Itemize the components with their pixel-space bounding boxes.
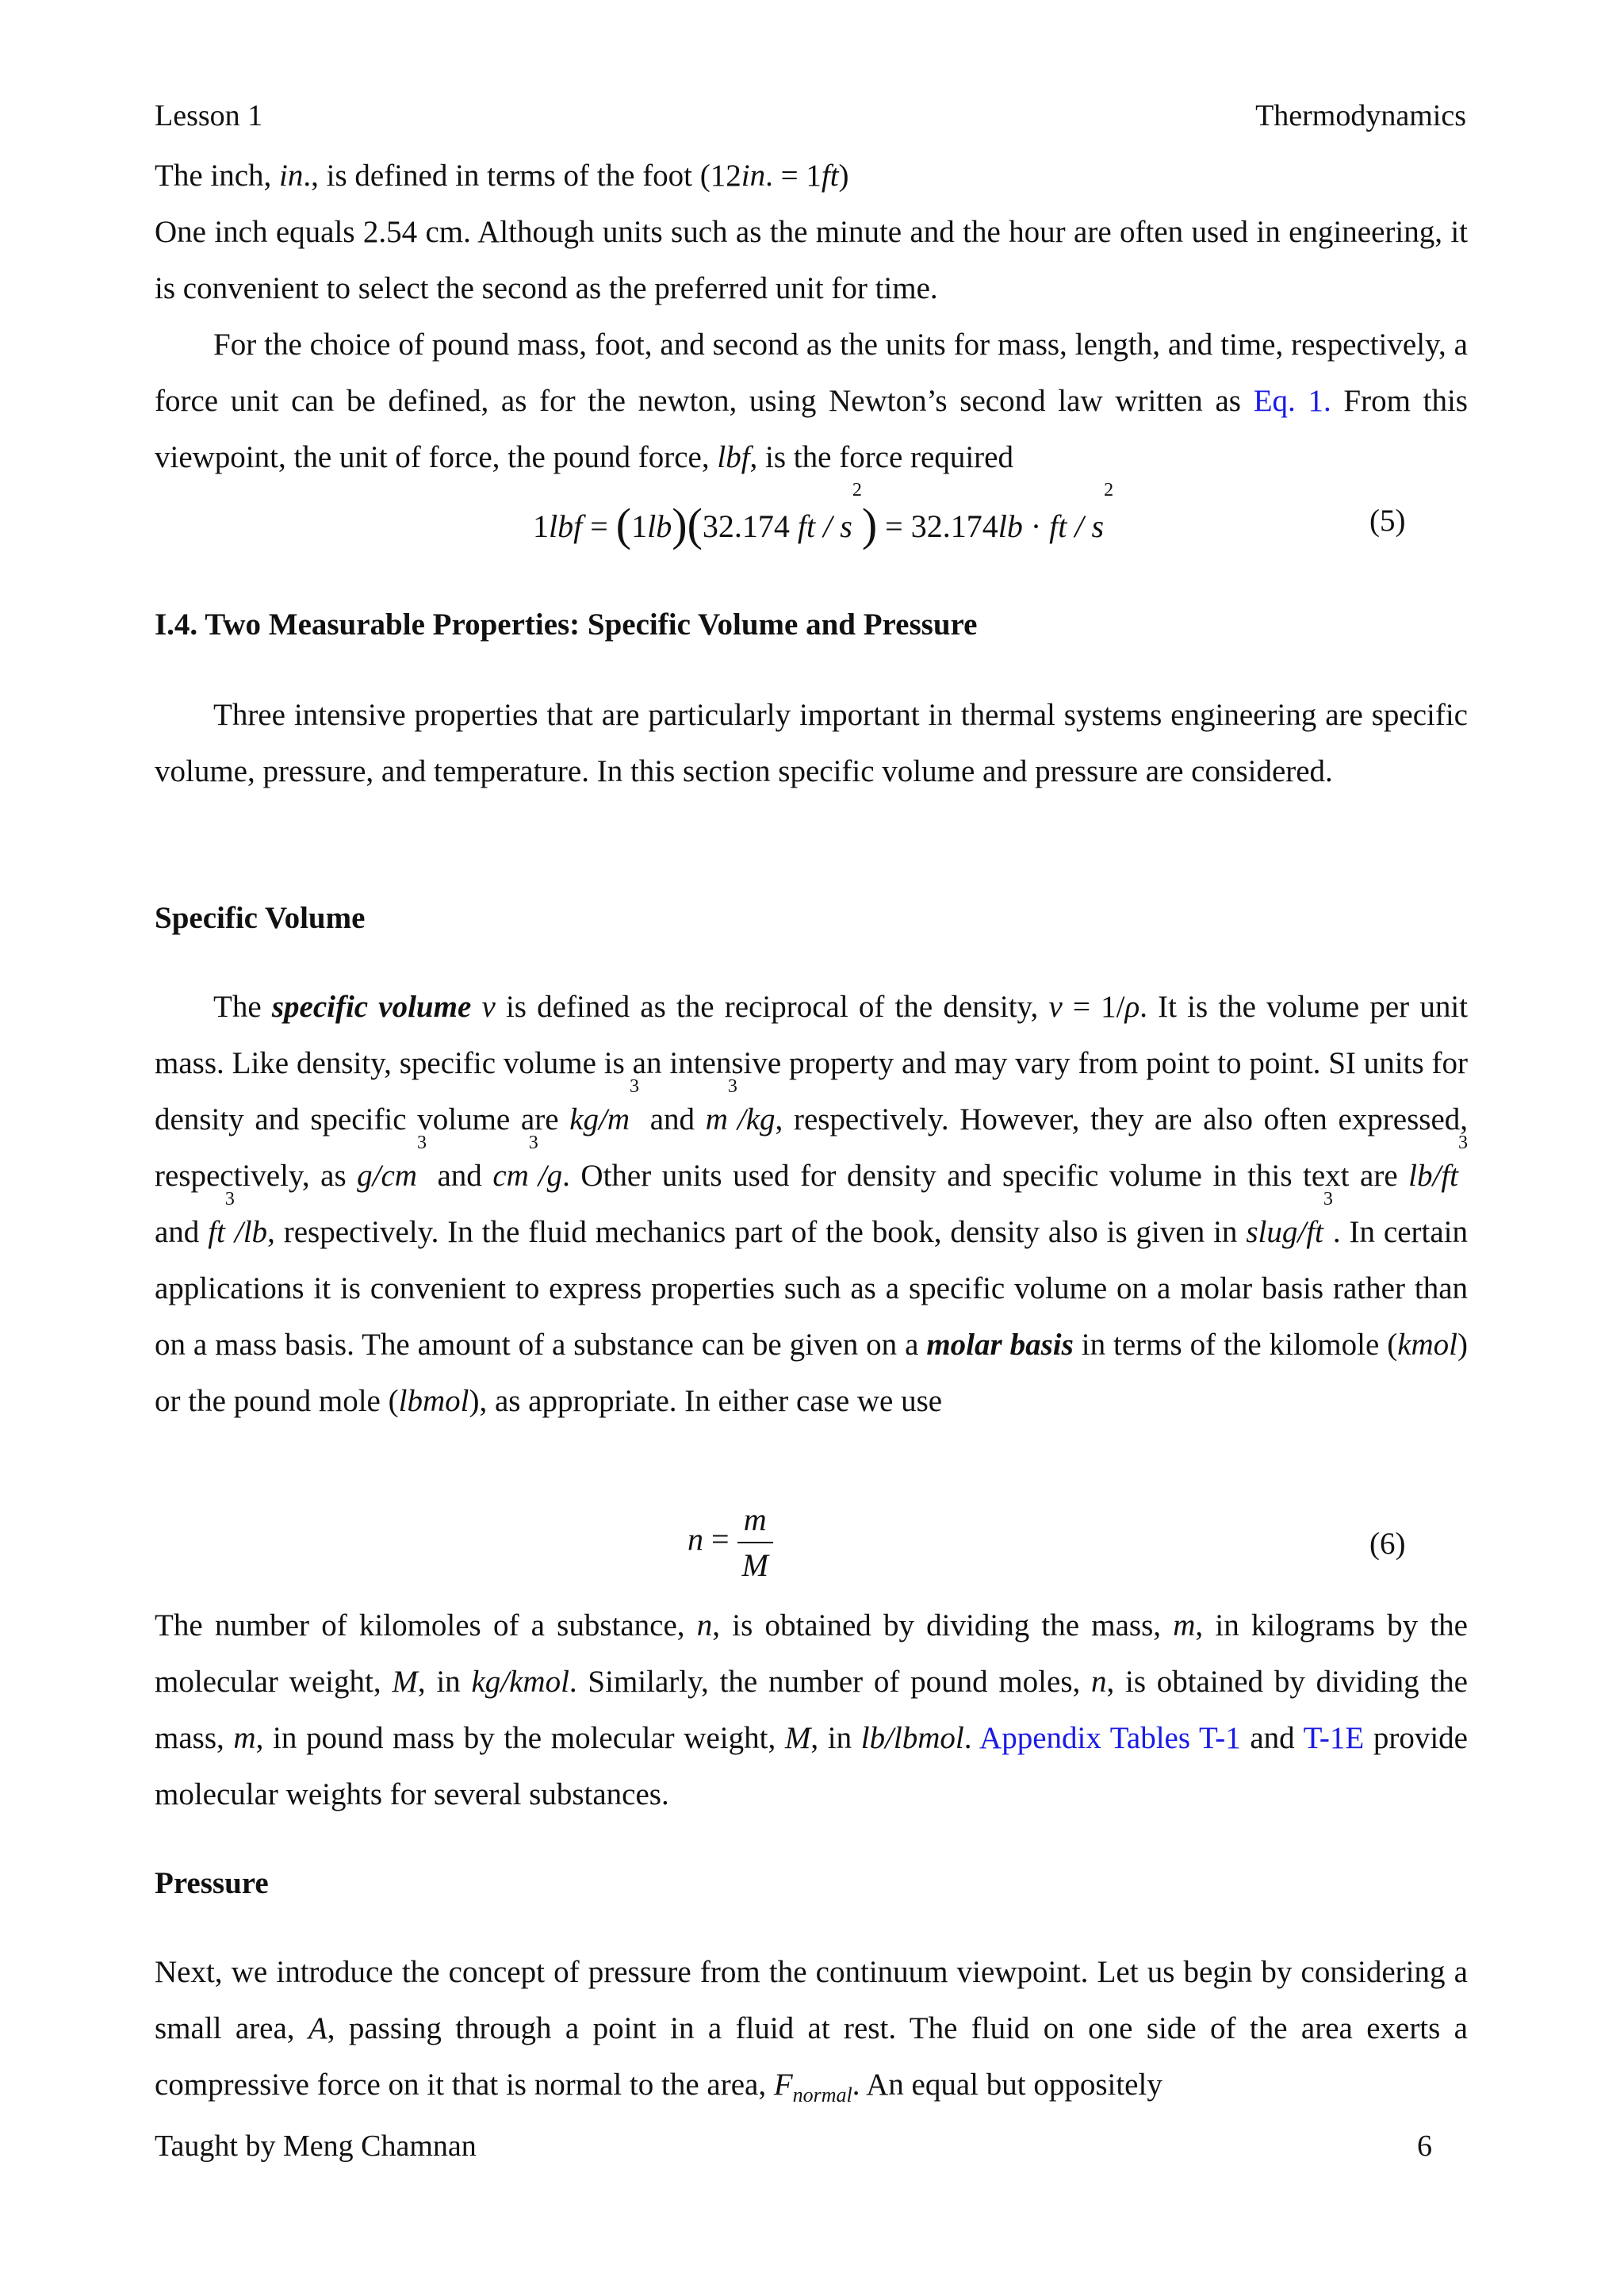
footer-author: Taught by Meng Chamnan: [155, 2129, 477, 2163]
paragraph-inch-definition: The inch, in., is defined in terms of the foot (12in. = 1ft): [155, 159, 849, 193]
paragraph-pressure: Next, we introduce the concept of pressure from the continuum viewpoint. Let us begin by considering a small area, A, passing through a point in a fluid at rest. The fluid on one side of the area exerts a compressive force on it that is normal to the area, $F_{normal}$. An equal but oppositely: [155, 1955, 1468, 2106]
paragraph-pound-force: For the choice of pound mass, foot, and second as the units for mass, length, and time, respectively, a force unit can be defined, as for the newton, using Newton’s second law written as Eq. 1. From this viewpoint, the unit of force, the pound force, lbf, is the force required: [155, 328, 1468, 474]
paragraph-inch-cm: One inch equals 2.54 cm. Although units such as the minute and the hour are often used in engineering, it is convenient to select the second as the preferred unit for time.: [155, 215, 1468, 305]
header-lesson: Lesson 1: [155, 99, 263, 132]
equation-5-number: (5): [1369, 504, 1406, 538]
subheading-specific-volume: Specific Volume: [155, 901, 366, 935]
header-subject: Thermodynamics: [1255, 99, 1466, 132]
equation-6: n = $\frac{m}{M}$: [688, 1497, 773, 1588]
link-t1e[interactable]: T-1E: [1303, 1721, 1365, 1755]
equation-6-number: (6): [1369, 1527, 1406, 1561]
link-eq1[interactable]: Eq. 1.: [1253, 384, 1331, 418]
equation-5: 1lbf = (1lb)(32.174 ft / $s^2) = 32.174lb$ · ft / $s^2$: [533, 480, 1114, 550]
section-heading-specific-volume-pressure: I.4. Two Measurable Properties: Specific Volume and Pressure: [155, 608, 978, 642]
paragraph-kilomoles: The number of kilomoles of a substance, n, is obtained by dividing the mass, m, in kilograms by the molecular weight, M, in kg/kmol. Similarly, the number of pound moles, n, is obtained by dividing the mass, m, in pound mass by the molecular weight, M, in lb/lbmol. Appendix Tables T-1 and T-1E provide molecular weights for several substances.: [155, 1608, 1468, 1811]
paragraph-intensive-properties: Three intensive properties that are particularly important in thermal systems engineering are specific volume, pressure, and temperature. In this section specific volume and pressure are considered.: [155, 698, 1468, 788]
subheading-pressure: Pressure: [155, 1866, 269, 1900]
fraction-m-over-M: $\frac{m}{M}$: [737, 1497, 773, 1588]
paragraph-specific-volume: The specific volume v is defined as the reciprocal of the density, v = 1/ρ. It is the volume per unit mass. Like density, specific volume is an intensive property and may vary from point to point. SI units for density and specific volume are $kg/m^3$ and $m^3/kg$, respectively. However, they are also often expressed, respectively, as $g/cm^3$ and $cm^3/g$. Other units used for density and specific volume in this text are $lb/ft^3$ and $ft^3/lb$, respectively. In the fluid mechanics part of the book, density also is given in slug/$ft^3$. In certain applications it is convenient to express properties such as a specific volume on a molar basis rather than on a mass basis. The amount of a substance can be given on a molar basis in terms of the kilomole (kmol) or the pound mole (lbmol), as appropriate. In either case we use: [155, 990, 1469, 1418]
link-appendix-t1[interactable]: Appendix Tables T-1: [979, 1721, 1241, 1755]
page-number: 6: [1417, 2129, 1432, 2163]
